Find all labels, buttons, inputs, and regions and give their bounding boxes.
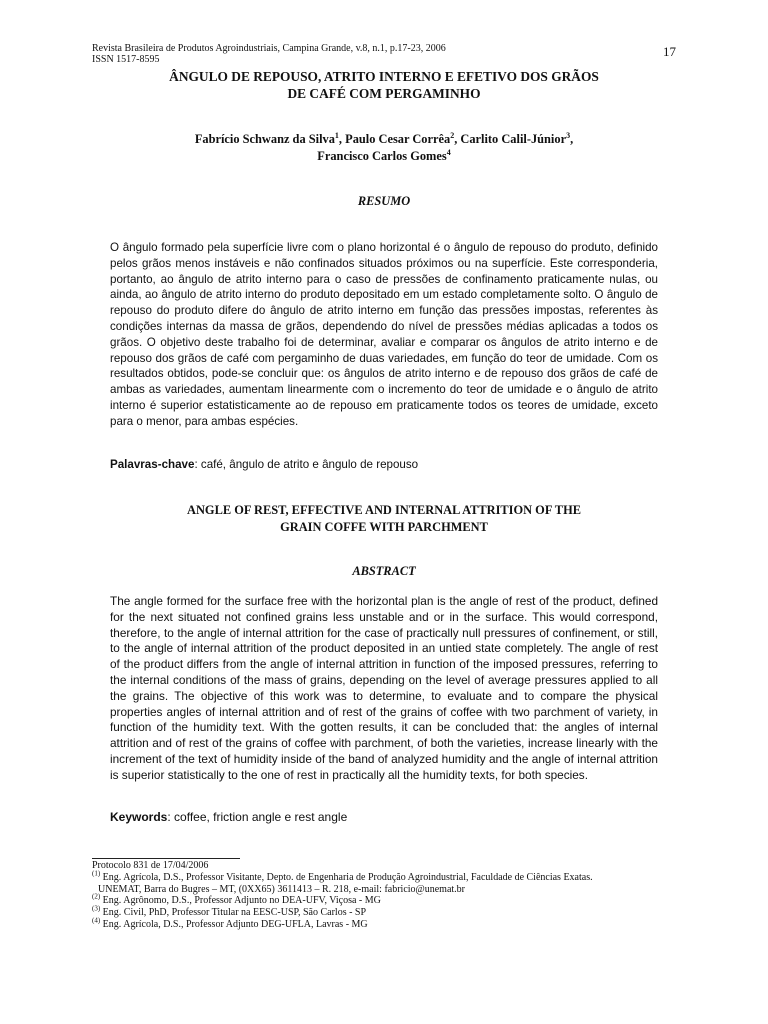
journal-citation	[92, 43, 612, 65]
author-affiliation-mark: 2	[450, 130, 455, 140]
authors-line2	[92, 148, 676, 165]
title-pt-line2: DE CAFÉ COM PERGAMINHO	[287, 86, 481, 101]
author-name: Fabrício Schwanz da Silva	[194, 132, 335, 146]
keywords-label: Palavras-chave	[110, 458, 195, 471]
title-en-line2: GRAIN COFFE WITH PARCHMENT	[280, 520, 488, 534]
protocol-note: Protocolo 831 de 17/04/2006	[92, 860, 209, 871]
author-separator: ,	[570, 132, 574, 146]
keywords-label: Keywords	[110, 810, 168, 824]
footnote-text: Eng. Civil, PhD, Professor Titular na EESC-USP, São Carlos - SP	[100, 907, 367, 919]
footnote-2	[92, 895, 692, 907]
footnote-1	[92, 869, 692, 884]
title-portuguese	[92, 68, 676, 102]
abstract-heading: ABSTRACT	[352, 564, 416, 578]
footnote-mark: (3)	[92, 904, 101, 913]
footnote-mark: (2)	[92, 893, 101, 902]
footnote-1-cont: UNEMAT, Barra do Bugres – MT, (0XX65) 3611413 – R. 218, e-mail: fabricio@unemat.br	[98, 883, 466, 895]
abstract-body: The angle formed for the surface free with the horizontal plan is the angle of rest of the product, defined for the next situated not confined grains less unstable and or in the surface. This would correspond, therefore, to the angle of internal attrition for the case of practically null pressures of confinement, or still, to the angle of internal attrition of the product deposited in an untied state completely. The angle of rest of the product differs from the angle of internal attrition in function of the imposed pressures, referring to the internal conditions of the mass of grains, depending on the level of average pressures applied to all the grains. The objective of this work was to determine, to evaluate and to compare the physical properties angles of internal attrition and of rest of the grains of coffee with two parchment of variety, in function of the humidity text. With the gotten results, it can be concluded that: the angles of internal attrition and of rest of the grains of coffee with parchment, of both the varieties, increase linearly with the increment of the text of humidity inside of the band of analyzed humidity and the angle of internal attrition is superior statistically to the one of rest in practically all the humidity texts, for both species.	[110, 594, 658, 782]
footnote-text: Eng. Agrônomo, D.S., Professor Adjunto no DEA-UFV, Viçosa - MG	[100, 895, 381, 907]
journal-line: Revista Brasileira de Produtos Agroindustriais, Campina Grande, v.8, n.1, p.17-23, 2006	[92, 43, 446, 54]
author-list	[92, 131, 676, 165]
author-affiliation-mark: 1	[334, 130, 339, 140]
keywords-text: : café, ângulo de atrito e ângulo de repouso	[194, 458, 419, 471]
author-name: Francisco Carlos Gomes	[317, 149, 447, 163]
title-en-line1: ANGLE OF REST, EFFECTIVE AND INTERNAL ATTRITION OF THE	[187, 503, 581, 517]
palavras-chave	[110, 458, 418, 471]
author-separator: ,	[338, 132, 346, 146]
footnote-text: Eng. Agrícola, D.S., Professor Adjunto DEG-UFLA, Lavras - MG	[100, 918, 368, 930]
author-affiliation-mark: 4	[446, 147, 451, 157]
resumo-body: O ângulo formado pela superfície livre com o plano horizontal é o ângulo de repouso do produto, definido pelos grãos menos instáveis e não confinados situados próximos ou na superfície. Este corresponderia, portanto, ao ângulo de atrito interno para o caso de pressões de confinamento praticamente nulas, ou ainda, ao ângulo de atrito interno do produto depositado em um estado completamente solto. O ângulo de repouso do produto difere do ângulo de atrito interno em função das pressões impostas, referentes às condições internas da massa de grãos, dependendo do nível de pressões médias aplicadas a todos os grãos. O objetivo deste trabalho foi de determinar, avaliar e comparar os ângulos de atrito interno e de repouso dos grãos de café com pergaminho de duas variedades, em função do teor de umidade. Com os resultados obtidos, pode-se concluir que: os ângulos de atrito interno e de repouso dos grãos de café de ambas as variedades, aumentam linearmente com o incremento do teor de umidade e o ângulo de atrito interno é superior estatisticamente ao de repouso em praticamente todos os teores de umidade, exceto para o menor, para ambas espécies.	[110, 241, 658, 428]
resumo-heading: RESUMO	[357, 194, 411, 208]
keywords	[110, 810, 347, 824]
author-separator: ,	[454, 132, 461, 146]
title-pt-line1: ÂNGULO DE REPOUSO, ATRITO INTERNO E EFETIVO DOS GRÃOS	[169, 69, 599, 84]
footnotes	[92, 860, 692, 931]
footnote-mark: (1)	[92, 869, 101, 878]
issn-line: ISSN 1517-8595	[92, 54, 160, 65]
footnote-divider	[92, 858, 240, 859]
author-affiliation-mark: 3	[566, 130, 571, 140]
footnote-4	[92, 916, 692, 931]
authors-line1	[92, 131, 676, 148]
page-number: 17	[663, 44, 676, 59]
author-name: Carlito Calil-Júnior	[460, 132, 567, 146]
title-english	[92, 502, 676, 536]
footnote-3	[92, 904, 692, 919]
footnote-text: Eng. Agrícola, D.S., Professor Visitante, Depto. de Engenharia de Produção Agroindustrial, Faculdade de Ciências Exatas.	[100, 871, 593, 883]
author-name: Paulo Cesar Corrêa	[345, 132, 451, 146]
footnote-mark: (4)	[92, 916, 101, 925]
keywords-text: : coffee, friction angle e rest angle	[167, 810, 348, 824]
